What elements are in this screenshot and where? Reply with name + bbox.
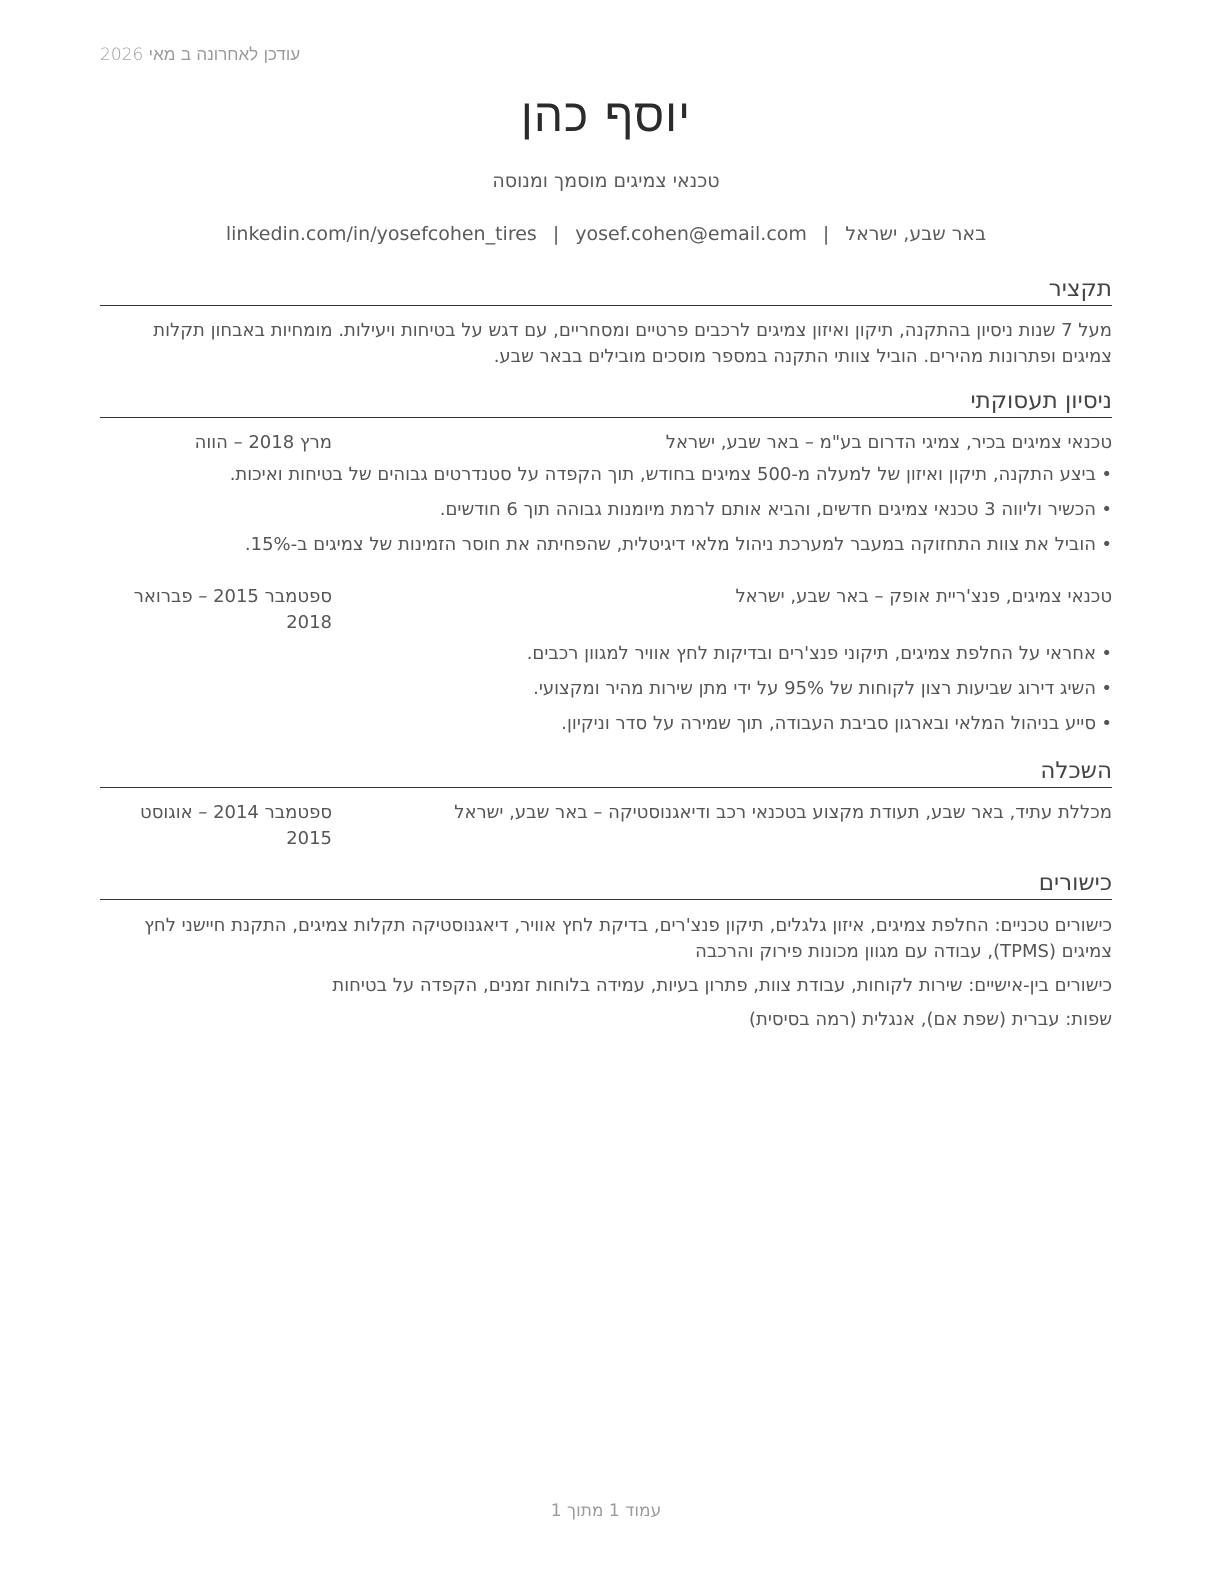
list-item	[100, 497, 1112, 523]
experience-heading: ניסיון תעסוקתי	[100, 386, 1112, 418]
bullet-icon: •	[1101, 534, 1112, 555]
bullet-icon: •	[1101, 464, 1112, 485]
job-title: טכנאי צמיגים, פנצ'ריית אופק – באר שבע, ישראל	[735, 586, 1112, 607]
education-heading: השכלה	[100, 756, 1112, 788]
bullet-text: הכשיר וליווה 3 טכנאי צמיגים חדשים, והביא אותם לרמת מיומנות גבוהה תוך 6 חודשים.	[439, 499, 1096, 520]
job-dates: ספטמבר 2015 – פברואר 2018	[133, 586, 332, 633]
contact-separator: |	[822, 223, 830, 245]
last-updated-text: עודכן לאחרונה ב מאי 2026	[100, 45, 301, 65]
contact-separator: |	[552, 223, 560, 245]
job-1-bullets	[100, 462, 1112, 567]
list-item	[100, 641, 1112, 667]
list-item	[100, 711, 1112, 737]
bullet-text: השיג דירוג שביעות רצון לקוחות של 95% על ידי מתן שירות מהיר ומקצועי.	[533, 678, 1096, 699]
bullet-icon: •	[1101, 499, 1112, 520]
languages: שפות: עברית (שפת אם), אנגלית (רמה בסיסית)	[749, 1009, 1112, 1030]
job-dates: מרץ 2018 – הווה	[194, 432, 332, 453]
contact-line	[100, 223, 1112, 245]
bullet-icon: •	[1101, 678, 1112, 699]
bullet-icon: •	[1101, 713, 1112, 734]
page-number: עמוד 1 מתוך 1	[550, 1501, 662, 1521]
bullet-text: סייע בניהול המלאי ובארגון סביבת העבודה, תוך שמירה על סדר וניקיון.	[561, 713, 1096, 734]
resume-page	[100, 0, 1112, 1584]
bullet-icon: •	[1101, 643, 1112, 664]
list-item	[100, 462, 1112, 488]
summary-text: מעל 7 שנות ניסיון בהתקנה, תיקון ואיזון צמיגים לרכבים פרטיים ומסחריים, עם דגש על בטיחות ויעילות. מומחיות באבחון תקלות צמיגים ופתרונות מהירים. הוביל צוותי התקנה במספר מוסכים מובילים בבאר שבע.	[153, 320, 1112, 367]
list-item	[100, 676, 1112, 702]
summary-heading: תקציר	[100, 274, 1112, 306]
list-item	[100, 532, 1112, 558]
location-text: באר שבע, ישראל	[845, 223, 987, 245]
job-title: טכנאי צמיגים בכיר, צמיגי הדרום בע"מ – באר שבע, ישראל	[665, 432, 1112, 453]
education-dates: ספטמבר 2014 – אוגוסט 2015	[140, 802, 332, 849]
technical-skills: כישורים טכניים: החלפת צמיגים, איזון גלגלים, תיקון פנצ'רים, בדיקת לחץ אוויר, דיאגנוסטיקה תקלות צמיגים, התקנת חיישני לחץ צמיגים (TPMS), עבודה עם מגוון מכונות פירוק והרכבה	[144, 915, 1112, 962]
skills-heading: כישורים	[100, 868, 1112, 900]
interpersonal-skills: כישורים בין-אישיים: שירות לקוחות, עבודת צוות, פתרון בעיות, עמידה בלוחות זמנים, הקפדה על בטיחות	[332, 975, 1112, 996]
job-2-bullets	[100, 641, 1112, 746]
candidate-name: יוסף כהן	[520, 88, 692, 142]
bullet-text: הוביל את צוות התחזוקה במעבר למערכת ניהול מלאי דיגיטלית, שהפחיתה את חוסר הזמינות של צמיגים ב-15%.	[244, 534, 1096, 555]
bullet-text: אחראי על החלפת צמיגים, תיקוני פנצ'רים ובדיקות לחץ אוויר למגוון רכבים.	[526, 643, 1096, 664]
education-text: מכללת עתיד, באר שבע, תעודת מקצוע בטכנאי רכב ודיאגנוסטיקה – באר שבע, ישראל	[454, 802, 1112, 823]
bullet-text: ביצע התקנה, תיקון ואיזון של למעלה מ-500 צמיגים בחודש, תוך הקפדה על סטנדרטים גבוהים של בטיחות ואיכות.	[229, 464, 1096, 485]
candidate-headline: טכנאי צמיגים מוסמך ומנוסה	[492, 170, 720, 192]
linkedin-link[interactable]: linkedin.com/in/yosefcohen_tires	[225, 223, 537, 245]
email-link[interactable]: yosef.cohen@email.com	[575, 223, 807, 245]
